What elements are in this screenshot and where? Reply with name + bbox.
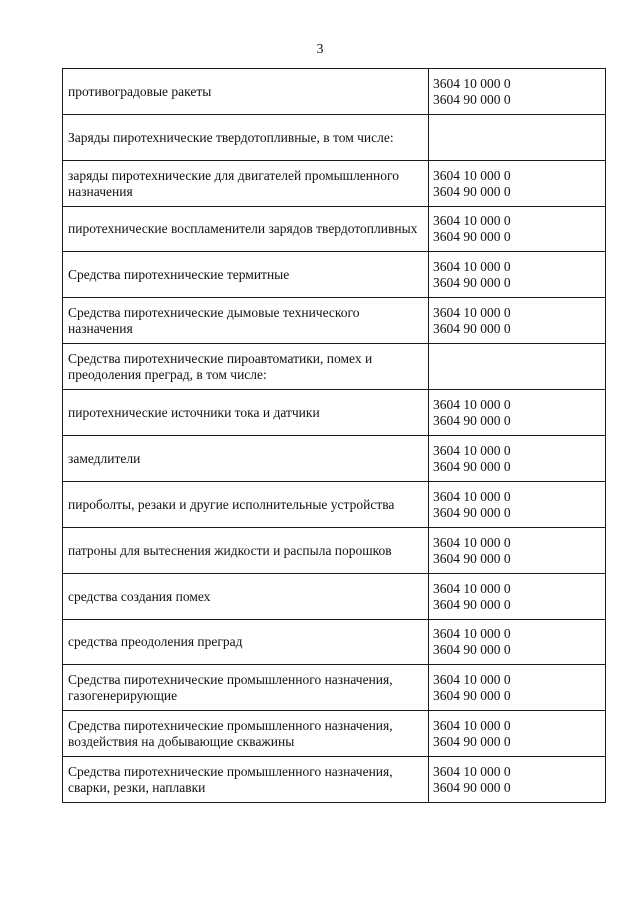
item-description: средства преодоления преград — [63, 620, 429, 665]
tn-ved-code: 3604 10 000 0 — [433, 763, 511, 779]
item-description: замедлители — [63, 436, 429, 482]
tn-ved-code: 3604 10 000 0 — [433, 75, 511, 91]
tn-ved-codes — [429, 115, 606, 161]
page-number: 3 — [316, 42, 324, 57]
item-description: Средства пиротехнические термитные — [63, 252, 429, 298]
tn-ved-code: 3604 10 000 0 — [433, 213, 511, 228]
tn-ved-codes — [429, 665, 606, 711]
tn-ved-codes — [429, 757, 606, 803]
tn-ved-code: 3604 10 000 0 — [433, 580, 511, 596]
item-description: пиротехнические источники тока и датчики — [63, 390, 429, 436]
tn-ved-code: 3604 90 000 0 — [433, 320, 511, 336]
item-description: патроны для вытеснения жидкости и распыла порошков — [63, 528, 429, 574]
table-row — [63, 207, 606, 252]
tn-ved-code: 3604 90 000 0 — [433, 274, 511, 290]
item-description: противоградовые ракеты — [63, 69, 429, 115]
tn-ved-code: 3604 10 000 0 — [433, 442, 511, 458]
tn-ved-codes — [429, 528, 606, 574]
table-row — [63, 436, 606, 482]
tn-ved-codes — [429, 711, 606, 757]
table-row — [63, 711, 606, 757]
tn-ved-code: 3604 90 000 0 — [433, 412, 511, 428]
item-description: Средства пиротехнические дымовые технического назначения — [63, 298, 429, 344]
item-description: пиротехнические воспламенители зарядов твердотопливных — [63, 207, 429, 252]
tn-ved-code: 3604 90 000 0 — [433, 550, 511, 566]
table-row — [63, 665, 606, 711]
tn-ved-codes — [429, 298, 606, 344]
item-description: пироболты, резаки и другие исполнительные устройства — [63, 482, 429, 528]
table-row — [63, 298, 606, 344]
table-row — [63, 482, 606, 528]
tn-ved-code: 3604 10 000 0 — [433, 717, 511, 733]
tn-ved-codes — [429, 252, 606, 298]
tn-ved-codes — [429, 161, 606, 207]
item-description: заряды пиротехнические для двигателей промышленного назначения — [63, 161, 429, 207]
tn-ved-code: 3604 10 000 0 — [433, 626, 511, 641]
tn-ved-code: 3604 90 000 0 — [433, 91, 511, 107]
table-row — [63, 528, 606, 574]
table-row — [63, 390, 606, 436]
tn-ved-code: 3604 90 000 0 — [433, 779, 511, 795]
table-row — [63, 620, 606, 665]
table-row — [63, 161, 606, 207]
tn-ved-code: 3604 90 000 0 — [433, 458, 511, 474]
classification-table — [62, 68, 606, 803]
tn-ved-codes — [429, 69, 606, 115]
table-row — [63, 757, 606, 803]
tn-ved-code: 3604 90 000 0 — [433, 596, 511, 612]
tn-ved-code: 3604 90 000 0 — [433, 504, 511, 520]
tn-ved-code: 3604 90 000 0 — [433, 229, 511, 244]
item-description: Средства пиротехнические промышленного назначения, газогенерирующие — [63, 665, 429, 711]
tn-ved-code: 3604 10 000 0 — [433, 304, 511, 320]
table-row — [63, 574, 606, 620]
tn-ved-code: 3604 10 000 0 — [433, 488, 511, 504]
table-row — [63, 252, 606, 298]
tn-ved-codes — [429, 436, 606, 482]
tn-ved-code: 3604 10 000 0 — [433, 258, 511, 274]
tn-ved-codes — [429, 482, 606, 528]
tn-ved-code: 3604 10 000 0 — [433, 167, 511, 183]
tn-ved-codes — [429, 207, 606, 252]
tn-ved-codes — [429, 574, 606, 620]
tn-ved-code: 3604 90 000 0 — [433, 642, 511, 657]
tn-ved-codes — [429, 620, 606, 665]
tn-ved-code: 3604 90 000 0 — [433, 183, 511, 199]
tn-ved-codes — [429, 390, 606, 436]
tn-ved-code: 3604 90 000 0 — [433, 733, 511, 749]
item-description: Средства пиротехнические пироавтоматики, помех и преодоления преград, в том числе: — [63, 344, 429, 390]
tn-ved-codes — [429, 344, 606, 390]
table-row — [63, 115, 606, 161]
item-description: Средства пиротехнические промышленного назначения, сварки, резки, наплавки — [63, 757, 429, 803]
tn-ved-code: 3604 10 000 0 — [433, 396, 511, 412]
tn-ved-code: 3604 10 000 0 — [433, 671, 511, 687]
item-description: Заряды пиротехнические твердотопливные, в том числе: — [63, 115, 429, 161]
item-description: Средства пиротехнические промышленного назначения, воздействия на добывающие скважины — [63, 711, 429, 757]
table-row — [63, 344, 606, 390]
tn-ved-code: 3604 90 000 0 — [433, 687, 511, 703]
table-row — [63, 69, 606, 115]
tn-ved-code: 3604 10 000 0 — [433, 534, 511, 550]
item-description: средства создания помех — [63, 574, 429, 620]
